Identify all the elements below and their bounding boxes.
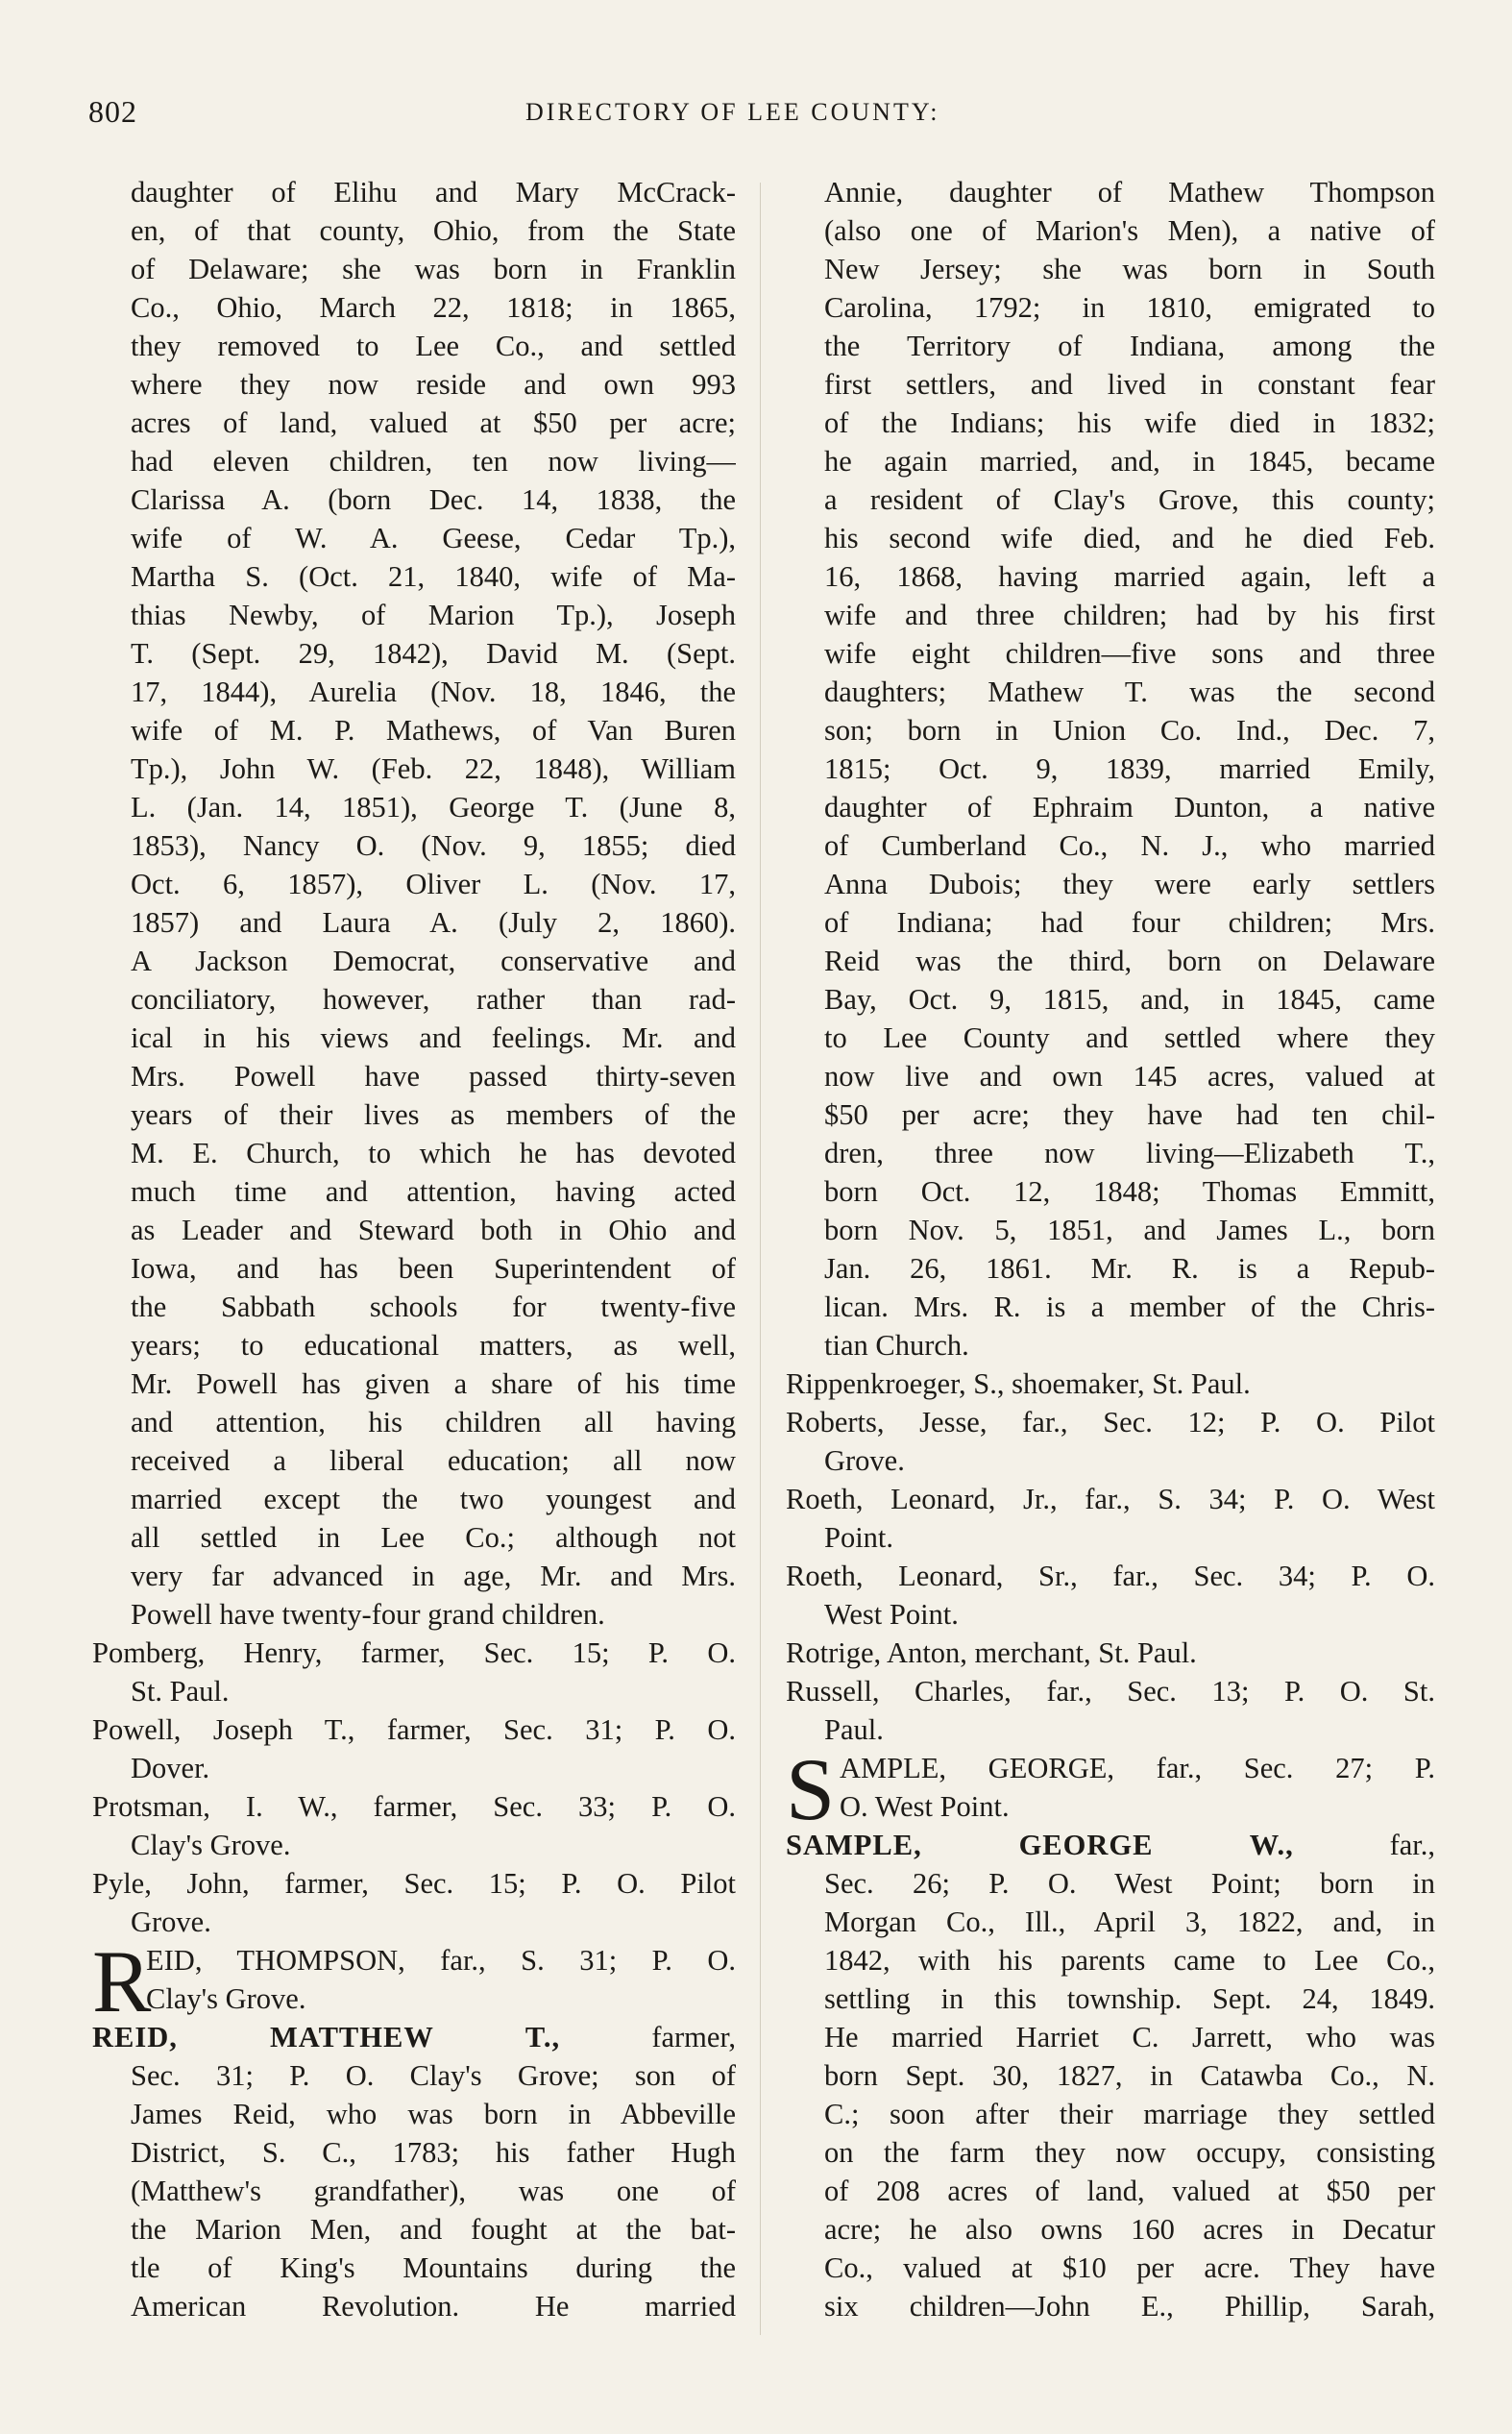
text-line: all settled in Lee Co.; although not	[131, 1521, 736, 1554]
text-line: lican. Mrs. R. is a member of the Chris-	[824, 1291, 1435, 1323]
reid-biography-continued	[786, 173, 1435, 1365]
text-line: District, S. C., 1783; his father Hugh	[131, 2136, 736, 2169]
text-line: years; to educational matters, as well,	[131, 1329, 736, 1362]
text-line: Co., valued at $10 per acre. They have	[824, 2251, 1435, 2284]
biography-name: SAMPLE, GEORGE W.,	[786, 1829, 1294, 1861]
text-line: $50 per acre; they have had ten chil-	[824, 1098, 1435, 1131]
directory-entry-pomberg	[92, 1634, 736, 1710]
running-head: DIRECTORY OF LEE COUNTY:	[525, 98, 940, 126]
text-line: Iowa, and has been Superintendent of	[131, 1252, 736, 1285]
directory-entry-protsman	[92, 1787, 736, 1864]
text-line: Clarissa A. (born Dec. 14, 1838, the	[131, 483, 736, 516]
text-line: the Territory of Indiana, among the	[824, 330, 1435, 362]
entry-line: St. Paul.	[131, 1675, 230, 1708]
text-line: of Indiana; had four children; Mrs.	[824, 906, 1435, 939]
text-line: New Jersey; she was born in South	[824, 253, 1435, 285]
text-line: Sec. 31; P. O. Clay's Grove; son of	[131, 2059, 736, 2092]
text-line: Reid was the third, born on Delaware	[824, 945, 1435, 977]
biography-occupation: far.,	[1389, 1829, 1435, 1861]
text-line: son; born in Union Co. Ind., Dec. 7,	[824, 714, 1435, 747]
text-line: wife and three children; had by his first	[824, 599, 1435, 631]
entry-line: Point.	[824, 1521, 894, 1554]
entry-line: Paul.	[824, 1713, 884, 1746]
biography-occupation: farmer,	[651, 2021, 736, 2053]
text-line: Anna Dubois; they were early settlers	[824, 868, 1435, 900]
text-line: the Sabbath schools for twenty-five	[131, 1291, 736, 1323]
entry-line: Protsman, I. W., farmer, Sec. 33; P. O.	[92, 1790, 736, 1823]
entry-line: EID, THOMPSON, far., S. 31; P. O.	[146, 1944, 736, 1977]
text-line: Martha S. (Oct. 21, 1840, wife of Ma-	[131, 560, 736, 593]
text-line: had eleven children, ten now living—	[131, 445, 736, 478]
text-line: they removed to Lee Co., and settled	[131, 330, 736, 362]
entry-line: Russell, Charles, far., Sec. 13; P. O. St.	[786, 1675, 1435, 1708]
biography-reid-matthew	[92, 2018, 736, 2325]
text-line: James Reid, who was born in Abbeville	[131, 2098, 736, 2130]
entry-line: Roeth, Leonard, Jr., far., S. 34; P. O. West	[786, 1483, 1435, 1515]
text-line: first settlers, and lived in constant fear	[824, 368, 1435, 401]
text-line: married except the two youngest and	[131, 1483, 736, 1515]
text-line: 17, 1844), Aurelia (Nov. 18, 1846, the	[131, 676, 736, 708]
text-line: tian Church.	[824, 1329, 969, 1362]
text-line: daughters; Mathew T. was the second	[824, 676, 1435, 708]
right-column	[786, 173, 1435, 2325]
text-line: of Cumberland Co., N. J., who married	[824, 829, 1435, 862]
entry-line: Rotrige, Anton, merchant, St. Paul.	[786, 1636, 1197, 1669]
directory-entry-roberts	[786, 1403, 1435, 1480]
biography-sample-george-w	[786, 1826, 1435, 2325]
text-line: 1857) and Laura A. (July 2, 1860).	[131, 906, 736, 939]
left-column	[92, 173, 736, 2325]
text-line: acre; he also owns 160 acres in Decatur	[824, 2213, 1435, 2246]
text-line: born Sept. 30, 1827, in Catawba Co., N.	[824, 2059, 1435, 2092]
directory-entry-powell	[92, 1710, 736, 1787]
entry-line: Clay's Grove.	[146, 1982, 306, 2015]
text-line: as Leader and Steward both in Ohio and	[131, 1214, 736, 1246]
entry-line: Roeth, Leonard, Sr., far., Sec. 34; P. O.	[786, 1560, 1435, 1592]
text-line: the Marion Men, and fought at the bat-	[131, 2213, 736, 2246]
text-line: conciliatory, however, rather than rad-	[131, 983, 736, 1016]
text-line: born Nov. 5, 1851, and James L., born	[824, 1214, 1435, 1246]
text-line: years of their lives as members of the	[131, 1098, 736, 1131]
text-line: Bay, Oct. 9, 1815, and, in 1845, came	[824, 983, 1435, 1016]
page-number: 802	[88, 94, 137, 129]
text-line: wife eight children—five sons and three	[824, 637, 1435, 670]
text-line: six children—John E., Phillip, Sarah,	[824, 2290, 1435, 2323]
text-line: where they now reside and own 993	[131, 368, 736, 401]
text-line: dren, three now living—Elizabeth T.,	[824, 1137, 1435, 1169]
entry-line: West Point.	[824, 1598, 959, 1631]
text-line: Oct. 6, 1857), Oliver L. (Nov. 17,	[131, 868, 736, 900]
text-line: Carolina, 1792; in 1810, emigrated to	[824, 291, 1435, 324]
text-line: Jan. 26, 1861. Mr. R. is a Repub-	[824, 1252, 1435, 1285]
column-divider	[760, 183, 761, 2335]
text-line: he again married, and, in 1845, became	[824, 445, 1435, 478]
biography-name: REID, MATTHEW T.,	[92, 2021, 561, 2053]
entry-line	[92, 2018, 736, 2056]
text-line: 1842, with his parents came to Lee Co.,	[824, 1944, 1435, 1977]
text-line: He married Harriet C. Jarrett, who was	[824, 2021, 1435, 2053]
page-header	[88, 94, 1433, 136]
entry-line: O. West Point.	[840, 1790, 1010, 1823]
text-line: wife of M. P. Mathews, of Van Buren	[131, 714, 736, 747]
text-line: of 208 acres of land, valued at $50 per	[824, 2175, 1435, 2207]
text-line: Morgan Co., Ill., April 3, 1822, and, in	[824, 1905, 1435, 1938]
text-line: 1815; Oct. 9, 1839, married Emily,	[824, 752, 1435, 785]
text-line: (Matthew's grandfather), was one of	[131, 2175, 736, 2207]
text-line: M. E. Church, to which he has devoted	[131, 1137, 736, 1169]
text-line: a resident of Clay's Grove, this county;	[824, 483, 1435, 516]
text-line: Annie, daughter of Mathew Thompson	[824, 176, 1435, 209]
text-line: settling in this township. Sept. 24, 1849.	[824, 1982, 1435, 2015]
text-line: very far advanced in age, Mr. and Mrs.	[131, 1560, 736, 1592]
directory-entry-roeth-sr	[786, 1557, 1435, 1634]
text-line: American Revolution. He married	[131, 2290, 736, 2323]
text-line: A Jackson Democrat, conservative and	[131, 945, 736, 977]
text-line: daughter of Elihu and Mary McCrack-	[131, 176, 736, 209]
entry-line: Grove.	[824, 1444, 905, 1477]
entry-line: Pyle, John, farmer, Sec. 15; P. O. Pilot	[92, 1867, 736, 1900]
text-line: now live and own 145 acres, valued at	[824, 1060, 1435, 1093]
text-line: en, of that county, Ohio, from the State	[131, 214, 736, 247]
text-line: and attention, his children all having	[131, 1406, 736, 1438]
text-line: C.; soon after their marriage they settled	[824, 2098, 1435, 2130]
text-line: on the farm they now occupy, consisting	[824, 2136, 1435, 2169]
text-line: 1853), Nancy O. (Nov. 9, 1855; died	[131, 829, 736, 862]
directory-entry-roeth-jr	[786, 1480, 1435, 1557]
entry-line: Powell, Joseph T., farmer, Sec. 31; P. O.	[92, 1713, 736, 1746]
directory-entry-pyle	[92, 1864, 736, 1941]
text-line: L. (Jan. 14, 1851), George T. (June 8,	[131, 791, 736, 824]
entry-line: Clay's Grove.	[131, 1829, 291, 1861]
entry-line: Roberts, Jesse, far., Sec. 12; P. O. Pilot	[786, 1406, 1435, 1438]
text-line: tle of King's Mountains during the	[131, 2251, 736, 2284]
text-line: of Delaware; she was born in Franklin	[131, 253, 736, 285]
text-line: T. (Sept. 29, 1842), David M. (Sept.	[131, 637, 736, 670]
entry-line	[786, 1826, 1435, 1864]
text-line: (also one of Marion's Men), a native of	[824, 214, 1435, 247]
text-line: much time and attention, having acted	[131, 1175, 736, 1208]
directory-entry-sample-george	[786, 1740, 1435, 1838]
text-line: wife of W. A. Geese, Cedar Tp.),	[131, 522, 736, 554]
text-line: 16, 1868, having married again, left a	[824, 560, 1435, 593]
drop-cap: R	[92, 1932, 152, 2030]
text-line: born Oct. 12, 1848; Thomas Emmitt,	[824, 1175, 1435, 1208]
text-line: ical in his views and feelings. Mr. and	[131, 1021, 736, 1054]
text-line: daughter of Ephraim Dunton, a native	[824, 791, 1435, 824]
text-line: Mrs. Powell have passed thirty-seven	[131, 1060, 736, 1093]
entry-line: Rippenkroeger, S., shoemaker, St. Paul.	[786, 1367, 1251, 1400]
text-line: Mr. Powell has given a share of his time	[131, 1367, 736, 1400]
text-line: received a liberal education; all now	[131, 1444, 736, 1477]
powell-biography-continued	[92, 173, 736, 1634]
directory-entry-russell	[786, 1672, 1435, 1749]
directory-entry-rippenkroeger	[786, 1365, 1435, 1403]
directory-entry-rotrige	[786, 1634, 1435, 1672]
directory-entry-reid-thompson	[92, 1932, 736, 2030]
text-line: of the Indians; his wife died in 1832;	[824, 406, 1435, 439]
text-line: acres of land, valued at $50 per acre;	[131, 406, 736, 439]
entry-line: AMPLE, GEORGE, far., Sec. 27; P.	[840, 1752, 1435, 1784]
text-line: Sec. 26; P. O. West Point; born in	[824, 1867, 1435, 1900]
text-line: thias Newby, of Marion Tp.), Joseph	[131, 599, 736, 631]
text-line: his second wife died, and he died Feb.	[824, 522, 1435, 554]
entry-line: Dover.	[131, 1752, 210, 1784]
text-line: Co., Ohio, March 22, 1818; in 1865,	[131, 291, 736, 324]
text-line: Tp.), John W. (Feb. 22, 1848), William	[131, 752, 736, 785]
entry-line: Grove.	[131, 1905, 211, 1938]
entry-line: Pomberg, Henry, farmer, Sec. 15; P. O.	[92, 1636, 736, 1669]
text-line: Powell have twenty-four grand children.	[131, 1598, 605, 1631]
drop-cap: S	[786, 1740, 836, 1838]
text-line: to Lee County and settled where they	[824, 1021, 1435, 1054]
